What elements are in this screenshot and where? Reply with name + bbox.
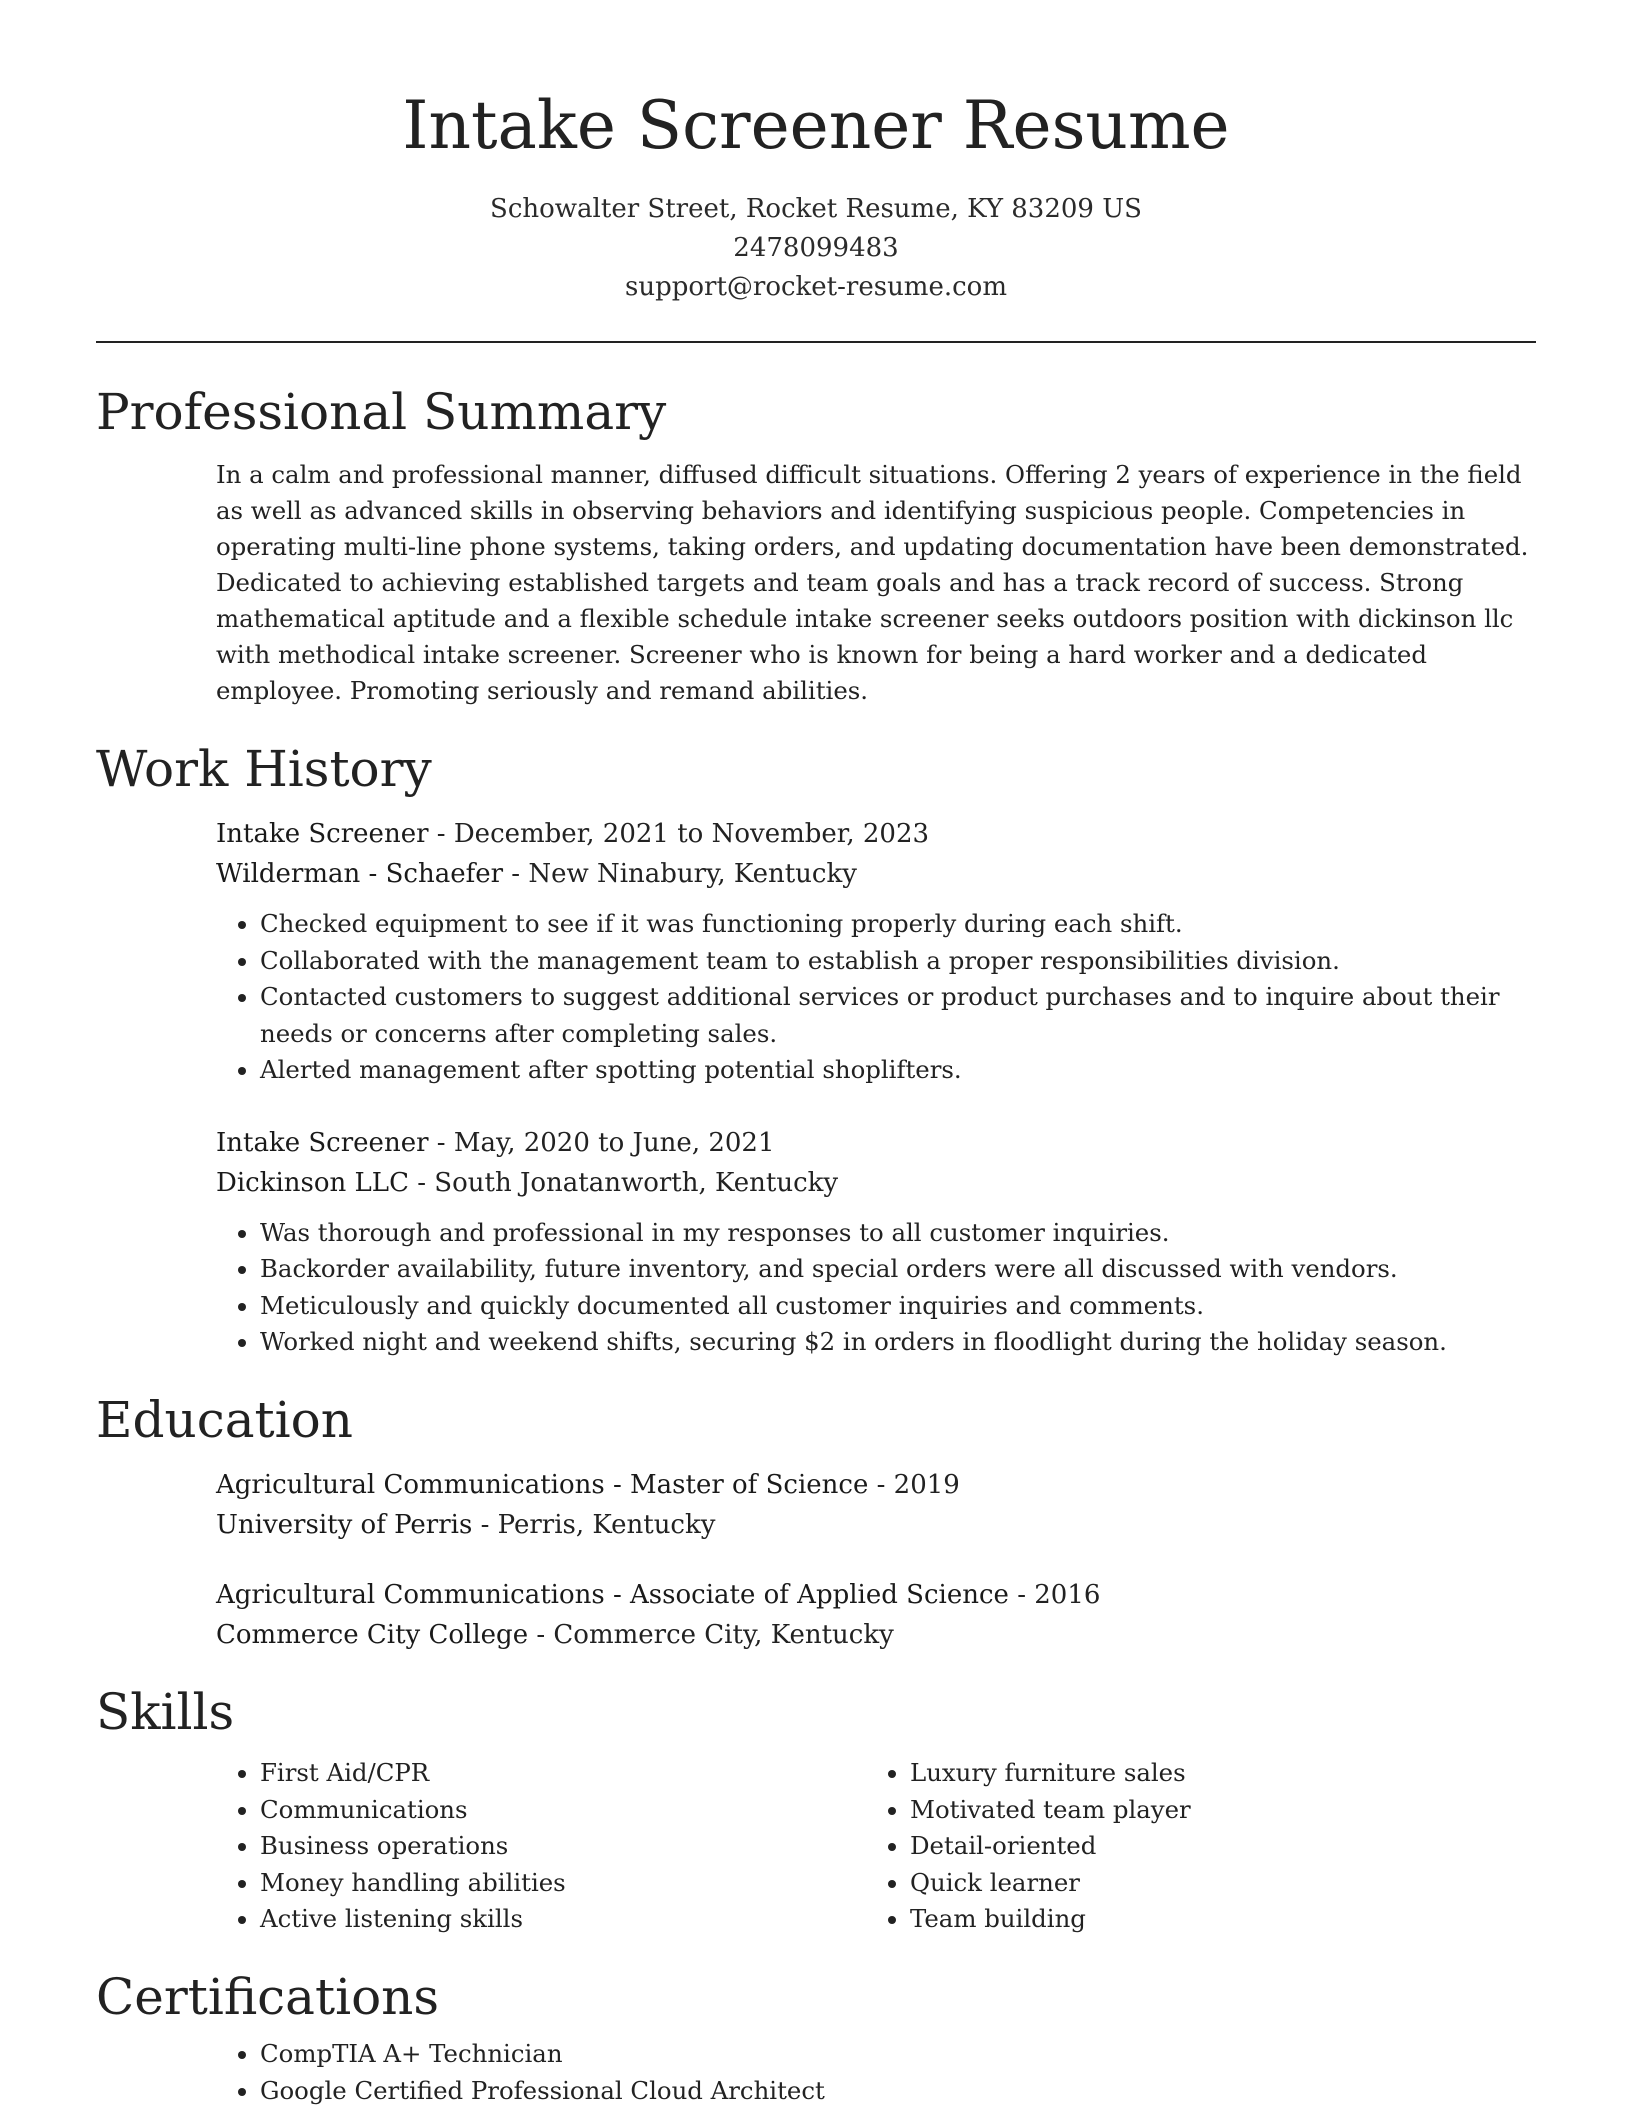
section-work-history [96, 738, 1536, 1361]
section-education [96, 1389, 1536, 1655]
list-item: • Worked night and weekend shifts, securing $2 in orders in floodlight during the holiday season. [260, 1324, 1536, 1361]
work-body [216, 814, 1536, 1361]
job-company: Dickinson LLC [216, 1167, 409, 1198]
contact-address: Schowalter Street, Rocket Resume, KY 83209 US [490, 194, 1142, 224]
degree-line [216, 1575, 1536, 1615]
skills-column-right [866, 1747, 1516, 1938]
school: University of Perris [216, 1510, 473, 1540]
school-location: - Commerce City, Kentucky [528, 1620, 894, 1650]
job-entry [216, 1123, 1536, 1361]
skill-item: • Motivated team player [910, 1792, 1516, 1829]
job-title: Intake Screener [216, 1127, 429, 1158]
section-heading: Education [96, 1391, 353, 1449]
skill-item: • Active listening skills [260, 1901, 866, 1938]
degree-line [216, 1465, 1536, 1505]
skill-item: • Team building [910, 1901, 1516, 1938]
contact-phone: 2478099483 [733, 233, 899, 263]
resume-title: Intake Screener Resume [402, 87, 1230, 164]
job-company-line [216, 1163, 1536, 1203]
summary-body [216, 457, 1536, 709]
school-line [216, 1505, 1536, 1545]
skills-list [216, 1755, 866, 1938]
job-title: Intake Screener [216, 819, 429, 849]
contact-email: support@rocket-resume.com [624, 272, 1007, 302]
education-entry [216, 1575, 1536, 1655]
skill-item: • Detail-oriented [910, 1828, 1516, 1865]
school-line [216, 1615, 1536, 1655]
section-professional-summary [96, 381, 1536, 709]
header-divider [96, 341, 1536, 343]
skills-list [866, 1755, 1516, 1938]
skills-grid [216, 1747, 1516, 1938]
skill-item: • Money handling abilities [260, 1865, 866, 1902]
skill-item: • Communications [260, 1792, 866, 1829]
job-bullets [216, 1215, 1536, 1361]
school: Commerce City College [216, 1620, 529, 1650]
list-item: • Contacted customers to suggest additional services or product purchases and to inquire about their needs or concerns after completing sales. [260, 979, 1536, 1052]
resume-header [0, 78, 1632, 307]
certification-item: • Google Certified Professional Cloud Architect [260, 2073, 1536, 2110]
certifications-body [216, 2036, 1536, 2109]
degree: Agricultural Communications - Associate of Applied Science [216, 1580, 1009, 1610]
section-heading: Professional Summary [96, 383, 667, 441]
degree-year: - 2016 [1008, 1580, 1101, 1610]
job-location: - South Jonatanworth, Kentucky [408, 1167, 839, 1198]
skill-item: • Luxury furniture sales [910, 1755, 1516, 1792]
job-company: Wilderman - Schaefer [216, 859, 504, 889]
list-item: • Was thorough and professional in my responses to all customer inquiries. [260, 1215, 1536, 1252]
list-item: • Backorder availability, future inventory, and special orders were all discussed with vendors. [260, 1251, 1536, 1288]
job-dates: - May, 2020 to June, 2021 [428, 1127, 775, 1158]
certification-item: • CompTIA A+ Technician [260, 2036, 1536, 2073]
list-item: • Checked equipment to see if it was functioning properly during each shift. [260, 906, 1536, 943]
skills-column-left [216, 1747, 866, 1938]
certifications-list [216, 2036, 1536, 2109]
job-entry [216, 814, 1536, 1089]
degree: Agricultural Communications - Master of Science [216, 1470, 869, 1500]
job-dates: - December, 2021 to November, 2023 [428, 819, 930, 849]
education-entry [216, 1465, 1536, 1545]
list-item: • Meticulously and quickly documented all customer inquiries and comments. [260, 1288, 1536, 1325]
job-company-line [216, 854, 1536, 894]
section-heading: Skills [96, 1683, 235, 1741]
summary-text: In a calm and professional manner, diffused difficult situations. Offering 2 years of experience in the field as well as advanced skills in observing behaviors and identifying suspicious people. Competencies in operating multi-line phone systems, taking orders, and updating documentation have been demonstrated. Dedicated to achieving established targets and team goals and has a track record of success. Strong mathematical aptitude and a flexible schedule intake screener seeks outdoors position with dickinson llc with methodical intake screener. Screener who is known for being a hard worker and a dedicated employee. Promoting seriously and remand abilities. [216, 460, 1529, 705]
section-skills [96, 1681, 1536, 1938]
section-heading: Work History [96, 740, 432, 798]
education-body [216, 1465, 1536, 1655]
list-item: • Collaborated with the management team to establish a proper responsibilities division. [260, 943, 1536, 980]
school-location: - Perris, Kentucky [472, 1510, 716, 1540]
skill-item: • First Aid/CPR [260, 1755, 866, 1792]
job-title-line [216, 1123, 1536, 1163]
degree-year: - 2019 [868, 1470, 960, 1500]
skill-item: • Business operations [260, 1828, 866, 1865]
section-certifications [96, 1966, 1536, 2109]
section-heading: Certifications [96, 1968, 440, 2026]
list-item: • Alerted management after spotting potential shoplifters. [260, 1052, 1536, 1089]
job-title-line [216, 814, 1536, 854]
skills-body [216, 1747, 1536, 1938]
job-location: - New Ninabury, Kentucky [503, 859, 857, 889]
skill-item: • Quick learner [910, 1865, 1516, 1902]
job-bullets [216, 906, 1536, 1089]
